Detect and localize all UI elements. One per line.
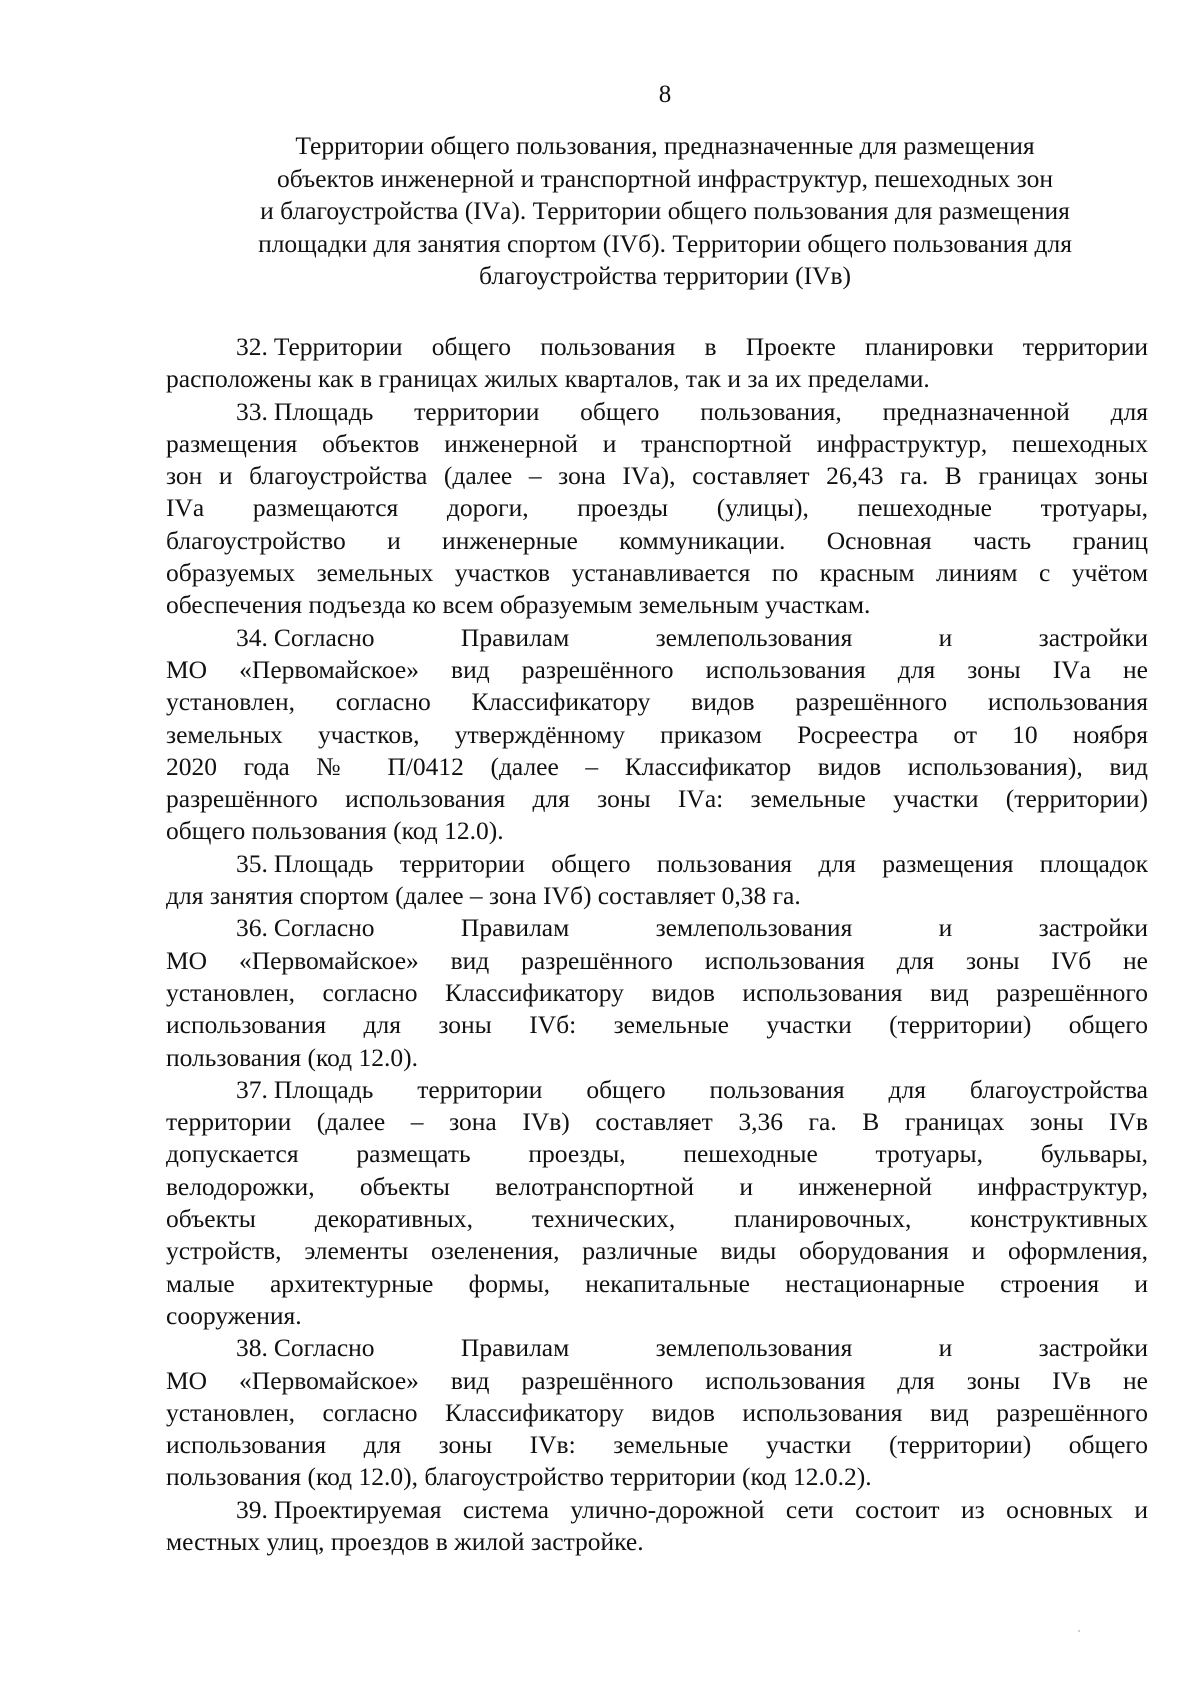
paragraph-text: Согласно Правилам землепользования и застройки xyxy=(273,1333,1148,1363)
paragraph-text: Территории общего пользования в Проекте планировки территории xyxy=(273,332,1148,361)
paragraph-line xyxy=(166,1494,1148,1526)
paragraph-line: размещения объектов инженерной и транспортной инфраструктур, пешеходных xyxy=(166,428,1148,458)
body-text xyxy=(166,331,1148,1558)
paragraph-35 xyxy=(166,848,1148,913)
paragraph-text: Согласно Правилам землепользования и застройки xyxy=(273,622,1148,652)
paragraph-line: использования для зоны IVб: земельные участки (территории) общего xyxy=(166,1010,1148,1040)
paragraph-text: Согласно Правилам землепользования и застройки xyxy=(273,913,1148,943)
paragraph-33 xyxy=(166,396,1148,622)
paragraph-line xyxy=(166,622,1148,654)
paragraph-line: зон и благоустройства (далее – зона IVа), составляет 26,43 га. В границах зоны xyxy=(166,461,1148,491)
paragraph-line: установлен, согласно Классификатору видов использования вид разрешённого xyxy=(166,977,1148,1007)
paragraph-line: МО «Первомайское» вид разрешённого использования для зоны IVа не xyxy=(166,654,1148,684)
heading-line: и благоустройства (IVа). Территории общего пользования для размещения xyxy=(260,196,1070,225)
paragraph-line xyxy=(166,396,1148,428)
paragraph-number: 35. xyxy=(236,848,268,878)
paragraph-line: местных улиц, проездов в жилой застройке. xyxy=(166,1526,644,1556)
paragraph-number: 38. xyxy=(236,1333,268,1363)
paragraph-37 xyxy=(166,1074,1148,1332)
paragraph-line: образуемых земельных участков устанавливается по красным линиям с учётом xyxy=(166,558,1148,588)
paragraph-line: велодорожки, объекты велотранспортной и инженерной инфраструктур, xyxy=(166,1171,1148,1201)
paragraph-text: Площадь территории общего пользования для размещения площадок xyxy=(273,848,1148,878)
paragraph-line: расположены как в границах жилых кварталов, так и за их пределами. xyxy=(166,364,930,394)
section-heading xyxy=(160,130,1170,293)
paragraph-line: допускается размещать проезды, пешеходные тротуары, бульвары, xyxy=(166,1139,1148,1169)
heading-line: Территории общего пользования, предназначенные для размещения xyxy=(295,131,1035,160)
paragraph-line: использования для зоны IVв: земельные участки (территории) общего xyxy=(166,1430,1148,1460)
paragraph-line: для занятия спортом (далее – зона IVб) составляет 0,38 га. xyxy=(166,881,801,911)
paragraph-line: МО «Первомайское» вид разрешённого использования для зоны IVв не xyxy=(166,1365,1148,1395)
paragraph-line: 2020 года № П/0412 (далее – Классификатор видов использования), вид xyxy=(166,751,1148,781)
paragraph-number: 33. xyxy=(236,396,268,426)
paragraph-number: 34. xyxy=(236,622,268,652)
paragraph-39 xyxy=(166,1494,1148,1559)
paragraph-32 xyxy=(166,331,1148,396)
paragraph-38 xyxy=(166,1332,1148,1493)
paragraph-text: Площадь территории общего пользования, предназначенной для xyxy=(273,396,1148,426)
heading-line: площадки для занятия спортом (IVб). Территории общего пользования для xyxy=(258,228,1072,258)
paragraph-number: 32. xyxy=(236,332,268,361)
scan-speck xyxy=(1078,1630,1080,1632)
page-number: 8 xyxy=(658,81,672,108)
paragraph-text: Проектируемая система улично-дорожной сети состоит из основных и xyxy=(273,1494,1148,1524)
paragraph-line: обеспечения подъезда ко всем образуемым земельным участкам. xyxy=(166,590,871,620)
paragraph-number: 37. xyxy=(236,1074,268,1104)
paragraph-line: разрешённого использования для зоны IVа: земельные участки (территории) xyxy=(166,784,1148,814)
paragraph-line xyxy=(166,1074,1148,1106)
paragraph-line: территории (далее – зона IVв) составляет 3,36 га. В границах зоны IVв xyxy=(166,1107,1148,1137)
paragraph-line: IVа размещаются дороги, проезды (улицы), пешеходные тротуары, xyxy=(166,493,1148,523)
paragraph-34 xyxy=(166,622,1148,848)
paragraph-36 xyxy=(166,912,1148,1073)
paragraph-line: объекты декоративных, технических, планировочных, конструктивных xyxy=(166,1204,1148,1234)
paragraph-line xyxy=(166,848,1148,880)
paragraph-text: Площадь территории общего пользования для благоустройства xyxy=(273,1074,1148,1104)
paragraph-line: МО «Первомайское» вид разрешённого использования для зоны IVб не xyxy=(166,945,1148,975)
paragraph-line xyxy=(166,1332,1148,1364)
paragraph-line xyxy=(166,331,1148,363)
paragraph-number: 39. xyxy=(236,1494,268,1524)
paragraph-line: пользования (код 12.0). xyxy=(166,1042,418,1072)
paragraph-line: устройств, элементы озеленения, различные виды оборудования и оформления, xyxy=(166,1236,1148,1266)
paragraph-line xyxy=(166,912,1148,944)
paragraph-line: благоустройство и инженерные коммуникации. Основная часть границ xyxy=(166,525,1148,555)
heading-line: благоустройства территории (IVв) xyxy=(478,261,852,290)
paragraph-line: общего пользования (код 12.0). xyxy=(166,816,504,846)
paragraph-line: земельных участков, утверждённому приказом Росреестра от 10 ноября xyxy=(166,719,1148,749)
paragraph-number: 36. xyxy=(236,913,268,943)
heading-line: объектов инженерной и транспортной инфраструктур, пешеходных зон xyxy=(276,163,1054,193)
paragraph-line: пользования (код 12.0), благоустройство территории (код 12.0.2). xyxy=(166,1462,872,1492)
paragraph-line: установлен, согласно Классификатору видов разрешённого использования xyxy=(166,687,1148,717)
paragraph-line: малые архитектурные формы, некапитальные нестационарные строения и xyxy=(166,1268,1148,1298)
paragraph-line: сооружения. xyxy=(166,1300,302,1330)
paragraph-line: установлен, согласно Классификатору видов использования вид разрешённого xyxy=(166,1397,1148,1427)
